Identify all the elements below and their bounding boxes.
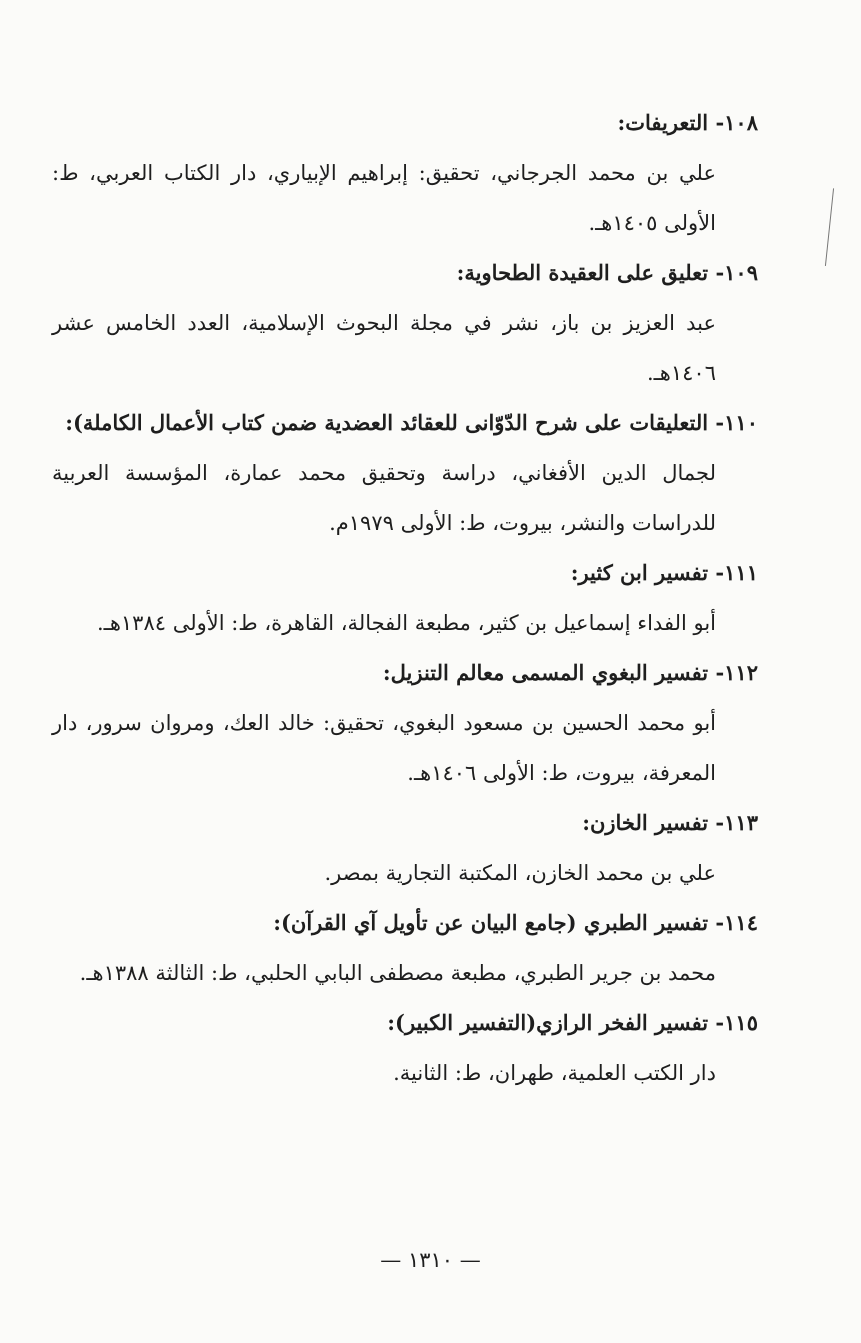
entry-title: ١١٤- تفسير الطبري (جامع البيان عن تأويل آي القرآن): [273,910,758,935]
entry-title: ١١٣- تفسير الخازن: [582,810,758,835]
entry-body: محمد بن جرير الطبري، مطبعة مصطفى البابي الحلبي، ط: الثالثة ١٣٨٨هـ. [79,961,716,985]
bibliography-entry-112 [52,648,758,798]
margin-pencil-mark [822,188,834,266]
entry-body: أبو محمد الحسين بن مسعود البغوي، تحقيق: خالد العك، ومروان سرور، دار المعرفة، بيروت، ط: الأولى ١٤٠٦هـ. [52,711,716,785]
bibliography-entry-114 [52,898,758,998]
bibliography-entry-108 [52,98,758,248]
bibliography-entry-110 [52,398,758,548]
entry-title: ١١٢- تفسير البغوي المسمى معالم التنزيل: [382,660,758,685]
entry-title: ١٠٩- تعليق على العقيدة الطحاوية: [456,260,758,285]
bibliography-entry-115 [52,998,758,1098]
bibliography-list [52,98,758,1098]
entry-body: دار الكتب العلمية، طهران، ط: الثانية. [393,1061,716,1085]
bibliography-entry-111 [52,548,758,648]
entry-title: ١١١- تفسير ابن كثير: [570,560,758,585]
page-number: — ١٣١٠ — [380,1248,481,1272]
entry-body: لجمال الدين الأفغاني، دراسة وتحقيق محمد عمارة، المؤسسة العربية للدراسات والنشر، بيروت، ط: الأولى ١٩٧٩م. [52,461,716,535]
entry-title: ١١٠- التعليقات على شرح الدّوّانى للعقائد العضدية ضمن كتاب الأعمال الكاملة): [65,410,758,435]
bibliography-entry-113 [52,798,758,898]
entry-body: علي بن محمد الخازن، المكتبة التجارية بمصر. [324,861,716,885]
entry-body: عبد العزيز بن باز، نشر في مجلة البحوث الإسلامية، العدد الخامس عشر ١٤٠٦هـ. [52,311,716,385]
bibliography-entry-109 [52,248,758,398]
entry-title: ١١٥- تفسير الفخر الرازي(التفسير الكبير): [387,1010,758,1035]
entry-body: علي بن محمد الجرجاني، تحقيق: إبراهيم الإبياري، دار الكتاب العربي، ط: الأولى ١٤٠٥هـ. [52,161,716,235]
entry-title: ١٠٨- التعريفات: [617,110,758,135]
entry-body: أبو الفداء إسماعيل بن كثير، مطبعة الفجالة، القاهرة، ط: الأولى ١٣٨٤هـ. [97,611,716,635]
